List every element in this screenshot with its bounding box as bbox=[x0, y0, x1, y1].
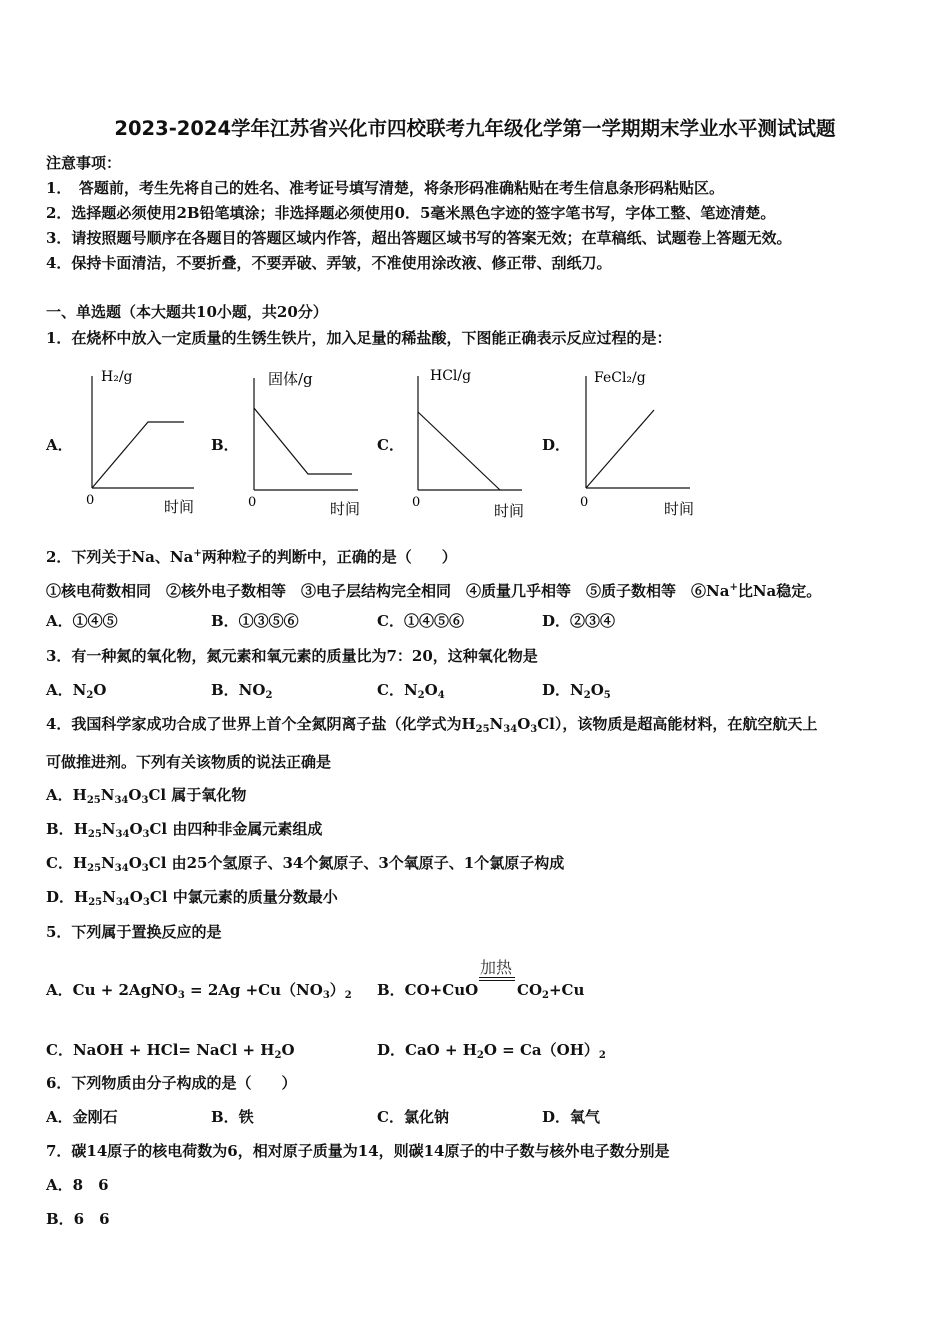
graph-y-label: 固体/g bbox=[268, 370, 313, 388]
q3-opt-sub: 2 bbox=[86, 690, 94, 701]
q1-option-a-label: A． bbox=[46, 436, 73, 454]
q4-sub: 34 bbox=[115, 897, 130, 908]
q4-option-d bbox=[46, 887, 338, 913]
q2-facts-sup: + bbox=[729, 582, 738, 593]
q4-opt-text: 由四种非金属元素组成 bbox=[172, 820, 323, 838]
q2-option-a: A．①④⑤ bbox=[46, 612, 118, 630]
q3-option-b bbox=[211, 680, 272, 706]
q1-graph-c bbox=[398, 360, 538, 525]
q5-sub: 3 bbox=[322, 990, 330, 1001]
q1-option-b-label: B． bbox=[211, 436, 239, 454]
q4-opt-label: B． bbox=[46, 820, 74, 838]
q3-opt-sub: 2 bbox=[265, 690, 273, 701]
q4-option-c bbox=[46, 853, 564, 879]
q4-sub: 3 bbox=[530, 724, 538, 735]
q3-opt-sub: 4 bbox=[437, 690, 445, 701]
q3-opt-text: O bbox=[93, 681, 107, 699]
q4-sub: 34 bbox=[114, 795, 129, 806]
q5-stem: 5．下列属于置换反应的是 bbox=[46, 923, 222, 941]
q5-sub: 2 bbox=[598, 1050, 606, 1061]
q5-text: O bbox=[281, 1041, 295, 1059]
q5-option-b-reactants: B．CO+CuO bbox=[377, 981, 479, 999]
q4-text: Cl），该物质是超高能材料，在航空航天上 bbox=[537, 715, 818, 733]
q3-option-c bbox=[377, 680, 445, 706]
q4-opt-text: 由25个氢原子、34个氮原子、3个氧原子、1个氯原子构成 bbox=[171, 854, 565, 872]
graph-origin: 0 bbox=[248, 495, 257, 510]
q2-stem bbox=[46, 544, 457, 567]
q5-equals-sign bbox=[479, 977, 515, 981]
q4-sub: 3 bbox=[141, 795, 149, 806]
q7-stem: 7．碳14原子的核电荷数为6，相对原子质量为14，则碳14原子的中子数与核外电子数分别是 bbox=[46, 1142, 670, 1160]
q4-opt-text: 中氯元素的质量分数最小 bbox=[172, 888, 338, 906]
graph-curve bbox=[254, 408, 352, 474]
q1-option-d-label: D． bbox=[542, 436, 571, 454]
q4-stem-line2: 可做推进剂。下列有关该物质的说法正确是 bbox=[46, 753, 332, 771]
graph-origin: 0 bbox=[412, 495, 421, 510]
q4-formula: N bbox=[101, 820, 116, 838]
q4-sub: 34 bbox=[115, 829, 130, 840]
q2-option-c: C．①④⑤⑥ bbox=[377, 612, 464, 630]
q4-formula: H bbox=[72, 786, 87, 804]
graph-y-label: FeCl₂/g bbox=[594, 370, 646, 386]
q3-opt-sub: 2 bbox=[583, 690, 591, 701]
q4-sub: 3 bbox=[141, 863, 149, 874]
graph-curve bbox=[586, 410, 654, 488]
q4-text: O bbox=[517, 715, 531, 733]
q5-text: CO bbox=[517, 981, 543, 999]
q7-option-a: A．8 6 bbox=[46, 1176, 109, 1194]
notice-item-2: 2．选择题必须使用2B铅笔填涂；非选择题必须使用0．5毫米黑色字迹的签字笔书写，字体工整、笔迹清楚。 bbox=[46, 204, 776, 222]
q2-option-b: B．①③⑤⑥ bbox=[211, 612, 299, 630]
q4-sub: 25 bbox=[475, 724, 490, 735]
graph-x-label: 时间 bbox=[494, 502, 525, 520]
q6-option-b: B．铁 bbox=[211, 1108, 254, 1126]
q4-opt-label: C． bbox=[46, 854, 73, 872]
q4-opt-label: D． bbox=[46, 888, 75, 906]
q4-formula: N bbox=[102, 888, 116, 906]
q1-option-c-label: C． bbox=[377, 436, 404, 454]
graph-curve bbox=[418, 412, 500, 490]
q4-formula: N bbox=[101, 854, 115, 872]
notice-heading: 注意事项： bbox=[46, 154, 122, 172]
q3-option-a bbox=[46, 680, 106, 706]
q2-facts bbox=[46, 578, 821, 601]
q6-option-c: C．氯化钠 bbox=[377, 1108, 449, 1126]
q5-option-c bbox=[46, 1040, 295, 1066]
q2-facts-part: 比Na稳定。 bbox=[737, 582, 822, 600]
q5-sub: 3 bbox=[177, 990, 185, 1001]
q6-option-a: A．金刚石 bbox=[46, 1108, 118, 1126]
graph-origin: 0 bbox=[580, 495, 589, 510]
q5-text: O = Ca（OH） bbox=[483, 1041, 599, 1059]
q5-option-a bbox=[46, 980, 352, 1006]
notice-item-3: 3．请按照题号顺序在各题目的答题区域内作答，超出答题区域书写的答案无效；在草稿纸、试题卷上答题无效。 bbox=[46, 229, 792, 247]
q5-option-b-products bbox=[517, 980, 584, 1006]
q5-sub: 2 bbox=[274, 1050, 282, 1061]
q5-sub: 2 bbox=[476, 1050, 484, 1061]
q2-stem-part: 两种粒子的判断中，正确的是（ ） bbox=[201, 548, 457, 566]
q4-sub: 34 bbox=[114, 863, 129, 874]
q3-option-d bbox=[542, 680, 611, 706]
q3-opt-sub: 2 bbox=[417, 690, 425, 701]
q4-sub: 25 bbox=[88, 897, 103, 908]
notice-item-4: 4．保持卡面清洁，不要折叠，不要弄破、弄皱，不准使用涂改液、修正带、刮纸刀。 bbox=[46, 254, 612, 272]
q5-reaction-condition: 加热 bbox=[479, 958, 512, 977]
q4-formula: Cl bbox=[148, 854, 167, 872]
q3-opt-text: D．N bbox=[542, 681, 584, 699]
q5-option-d bbox=[377, 1040, 606, 1066]
q4-formula: Cl bbox=[149, 888, 168, 906]
q3-stem: 3．有一种氮的氧化物，氮元素和氧元素的质量比为7：20，这种氧化物是 bbox=[46, 647, 538, 665]
q4-sub: 25 bbox=[87, 829, 102, 840]
q4-opt-text: 属于氧化物 bbox=[171, 786, 247, 804]
graph-x-label: 时间 bbox=[664, 500, 695, 518]
q2-stem-sup: + bbox=[193, 548, 202, 559]
q5-text: ） bbox=[329, 981, 345, 999]
q4-formula: O bbox=[128, 854, 142, 872]
q5-text: A．Cu + 2AgNO bbox=[46, 981, 178, 999]
q3-opt-text: A．N bbox=[46, 681, 87, 699]
graph-curve bbox=[92, 422, 184, 488]
notice-item-1: 1． 答题前，考生先将自己的姓名、准考证号填写清楚，将条形码准确粘贴在考生信息条形码粘贴区。 bbox=[46, 179, 724, 197]
q4-formula: H bbox=[73, 820, 88, 838]
graph-y-label: HCl/g bbox=[430, 368, 472, 384]
q5-sub: 2 bbox=[542, 990, 549, 1001]
q3-opt-text: B．NO bbox=[211, 681, 266, 699]
q1-graph-a bbox=[72, 360, 212, 520]
graph-y-label: H₂/g bbox=[101, 369, 133, 385]
q4-formula: Cl bbox=[149, 820, 168, 838]
graph-origin: 0 bbox=[86, 493, 95, 508]
q5-text: +Cu bbox=[548, 981, 585, 999]
q3-opt-sub: 5 bbox=[603, 690, 611, 701]
q4-stem-line1 bbox=[46, 714, 817, 740]
q4-option-a bbox=[46, 785, 246, 811]
q4-opt-label: A． bbox=[46, 786, 73, 804]
q7-option-b: B．6 6 bbox=[46, 1210, 110, 1228]
q5-sub: 2 bbox=[344, 990, 352, 1001]
q4-formula: O bbox=[129, 820, 143, 838]
q2-stem-part: 2．下列关于Na、Na bbox=[46, 548, 194, 566]
q3-opt-text: O bbox=[590, 681, 604, 699]
q1-graph-d bbox=[566, 360, 706, 525]
q1-stem: 1．在烧杯中放入一定质量的生锈生铁片，加入足量的稀盐酸，下图能正确表示反应过程的是： bbox=[46, 329, 672, 347]
page-title: 2023-2024学年江苏省兴化市四校联考九年级化学第一学期期末学业水平测试试题 bbox=[114, 117, 836, 140]
q5-text: C．NaOH + HCl= NaCl + H bbox=[46, 1041, 275, 1059]
q4-formula: O bbox=[128, 786, 142, 804]
q4-formula: Cl bbox=[148, 786, 167, 804]
q3-opt-text: O bbox=[424, 681, 438, 699]
q6-option-d: D．氧气 bbox=[542, 1108, 601, 1126]
section-heading: 一、单选题（本大题共10小题，共20分） bbox=[46, 303, 328, 321]
q5-text: = 2Ag +Cu（NO bbox=[184, 981, 323, 999]
q6-stem: 6．下列物质由分子构成的是（ ） bbox=[46, 1074, 297, 1092]
q4-formula: H bbox=[72, 854, 88, 872]
q4-sub: 34 bbox=[503, 724, 518, 735]
q5-text: D．CaO + H bbox=[377, 1041, 477, 1059]
q4-text: N bbox=[489, 715, 504, 733]
graph-x-label: 时间 bbox=[164, 498, 195, 516]
graph-x-label: 时间 bbox=[330, 500, 361, 518]
q4-sub: 25 bbox=[86, 795, 101, 806]
q4-sub: 3 bbox=[142, 829, 150, 840]
q4-formula: H bbox=[74, 888, 89, 906]
q2-facts-part: ①核电荷数相同 ②核外电子数相等 ③电子层结构完全相同 ④质量几乎相等 ⑤质子数相等 ⑥Na bbox=[46, 582, 730, 600]
q1-graph-b bbox=[234, 360, 374, 525]
q4-sub: 25 bbox=[87, 863, 102, 874]
q3-opt-text: C．N bbox=[377, 681, 418, 699]
q4-sub: 3 bbox=[142, 897, 150, 908]
q4-formula: O bbox=[129, 888, 143, 906]
q4-formula: N bbox=[100, 786, 115, 804]
q4-text: 4．我国科学家成功合成了世界上首个全氮阴离子盐（化学式为H bbox=[46, 715, 476, 733]
q2-option-d: D．②③④ bbox=[542, 612, 616, 630]
q4-option-b bbox=[46, 819, 322, 845]
